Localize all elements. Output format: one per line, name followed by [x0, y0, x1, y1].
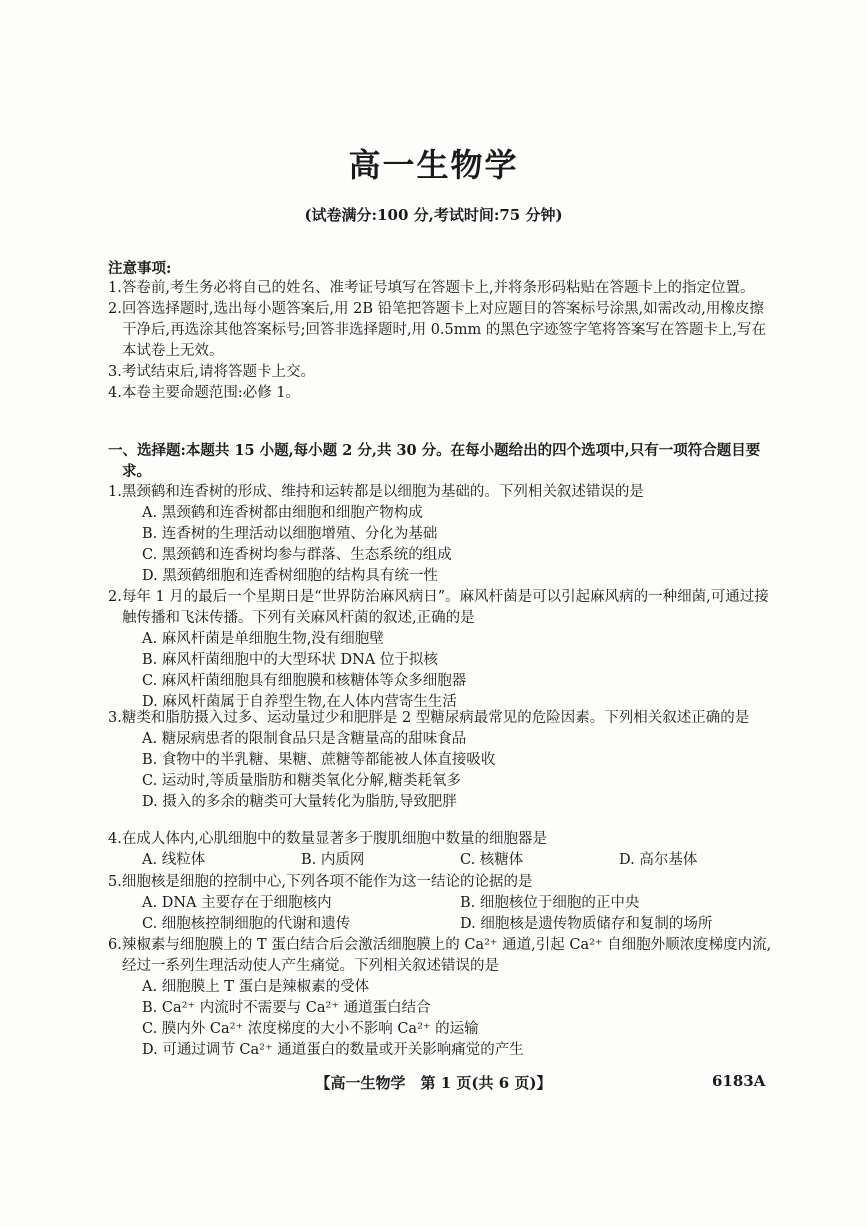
option-a: A. 细胞膜上 T 蛋白是辣椒素的受体 [142, 979, 370, 995]
question-5 [108, 872, 778, 935]
page-footer: 【高一生物学 第 1 页(共 6 页)】 [315, 1074, 552, 1092]
question-stem: 4.在成人体内,心肌细胞中的数量显著多于腹肌细胞中数量的细胞器是 [108, 831, 547, 847]
option-a: A. 黑颈鹤和连香树都由细胞和细胞产物构成 [142, 505, 423, 521]
question-2 [108, 587, 778, 713]
option-a: A. 麻风杆菌是单细胞生物,没有细胞壁 [142, 631, 384, 647]
option-c: C. 黑颈鹤和连香树均参与群落、生态系统的组成 [142, 547, 452, 563]
exam-title: 高一生物学 [348, 146, 519, 184]
notice-item: 1.答卷前,考生务必将自己的姓名、准考证号填写在答题卡上,并将条形码粘贴在答题卡上的指定位置。 [108, 280, 755, 296]
option-d: D. 细胞核是遗传物质储存和复制的场所 [460, 916, 713, 932]
option-b: B. Ca²⁺ 内流时不需要与 Ca²⁺ 通道蛋白结合 [142, 1000, 431, 1016]
paper-code: 6183A [712, 1072, 766, 1090]
option-b: B. 食物中的半乳糖、果糖、蔗糖等都能被人体直接吸收 [142, 752, 496, 768]
option-a: A. 线粒体 [142, 852, 206, 868]
option-a: A. 糖尿病患者的限制食品只是含糖量高的甜味食品 [142, 731, 467, 747]
option-d: D. 麻风杆菌属于自养型生物,在人体内营寄生生活 [142, 694, 457, 710]
option-a: A. DNA 主要存在于细胞核内 [142, 895, 332, 911]
question-stem: 5.细胞核是细胞的控制中心,下列各项不能作为这一结论的论据的是 [108, 874, 533, 890]
notice-list [108, 278, 778, 404]
option-c: C. 核糖体 [460, 852, 524, 868]
option-b: B. 连香树的生理活动以细胞增殖、分化为基础 [142, 526, 438, 542]
option-c: C. 膜内外 Ca²⁺ 浓度梯度的大小不影响 Ca²⁺ 的运输 [142, 1021, 479, 1037]
notice-item: 3.考试结束后,请将答题卡上交。 [108, 364, 315, 380]
question-stem: 6.辣椒素与细胞膜上的 T 蛋白结合后会激活细胞膜上的 Ca²⁺ 通道,引起 Ca²⁺ 自细胞外顺浓度梯度内流,经过一系列生理活动使人产生痛觉。下列相关叙述错误的是 [108, 937, 772, 974]
option-d: D. 摄入的多余的糖类可大量转化为脂肪,导致肥胖 [142, 794, 457, 810]
notice-item: 2.回答选择题时,选出每小题答案后,用 2B 铅笔把答题卡上对应题目的答案标号涂黑,如需改动,用橡皮擦干净后,再选涂其他答案标号;回答非选择题时,用 0.5mm 的黑色字迹签字笔将答案写在答题卡上,写在本试卷上无效。 [108, 301, 766, 359]
exam-subtitle: (试卷满分:100 分,考试时间:75 分钟) [304, 206, 563, 224]
option-b: B. 麻风杆菌细胞中的大型环状 DNA 位于拟核 [142, 652, 438, 668]
option-b: B. 内质网 [301, 852, 365, 868]
option-d: D. 可通过调节 Ca²⁺ 通道蛋白的数量或开关影响痛觉的产生 [142, 1042, 524, 1058]
question-stem: 3.糖类和脂肪摄入过多、运动量过少和肥胖是 2 型糖尿病最常见的危险因素。下列相关叙述正确的是 [108, 710, 750, 726]
question-6 [108, 935, 778, 1061]
question-4 [108, 829, 778, 871]
section-heading: 一、选择题:本题共 15 小题,每小题 2 分,共 30 分。在每小题给出的四个选项中,只有一项符合题目要求。 [108, 442, 761, 480]
question-3 [108, 708, 778, 813]
notice-item: 4.本卷主要命题范围:必修 1。 [108, 385, 301, 401]
option-d: D. 黑颈鹤细胞和连香树细胞的结构具有统一性 [142, 568, 438, 584]
option-c: C. 运动时,等质量脂肪和糖类氧化分解,糖类耗氧多 [142, 773, 462, 789]
question-1 [108, 482, 778, 587]
option-c: C. 麻风杆菌细胞具有细胞膜和核糖体等众多细胞器 [142, 673, 467, 689]
notice-heading: 注意事项: [108, 260, 172, 277]
option-d: D. 高尔基体 [619, 852, 698, 868]
option-b: B. 细胞核位于细胞的正中央 [460, 895, 640, 911]
question-stem: 2.每年 1 月的最后一个星期日是“世界防治麻风病日”。麻风杆菌是可以引起麻风病的一种细菌,可通过接触传播和飞沫传播。下列有关麻风杆菌的叙述,正确的是 [108, 589, 769, 626]
option-c: C. 细胞核控制细胞的代谢和遗传 [142, 916, 351, 932]
question-stem: 1.黑颈鹤和连香树的形成、维持和运转都是以细胞为基础的。下列相关叙述错误的是 [108, 484, 644, 500]
